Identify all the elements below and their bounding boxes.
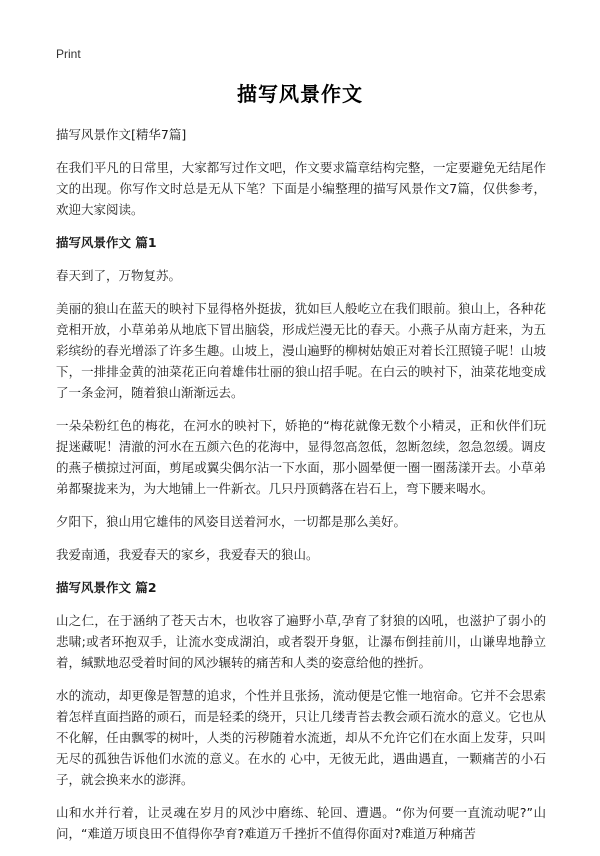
paragraph: 山之仁，在于涵纳了苍天古木，也收容了遍野小草,孕育了豺狼的凶吼，也滋护了弱小的悲啸;或者环抱双手，让流水变成湖泊，或者裂开身躯，让瀑布倒挂前川，山谦卑地静立着，缄默地忍受着时间的风沙辗转的痛苦和人类的姿意给他的挫折。 (56, 613, 546, 670)
paragraph: 水的流动，却更像是智慧的追求，个性并且张扬，流动便是它惟一地宿命。它并不会思索着怎样直面挡路的顽石，而是轻柔的绕开，只让几缕青苔去教会顽石流水的意义。它也从不化解，任由飘零的树叶，人类的污秽随着水流逝，却从不允许它们在水面上发芽，只叫无尽的孤独告诉他们水流的意义。在水的 心中，无彼无此，遇曲遇直，一颗痛苦的小石子，就会换来水的澎湃。 (56, 688, 546, 787)
paragraph: 春天到了，万物复苏。 (56, 268, 182, 283)
document-content (56, 124, 546, 856)
section-2 (56, 577, 546, 844)
paragraph: 美丽的狼山在蓝天的映衬下显得格外挺拔，犹如巨人般屹立在我们眼前。狼山上，各种花竞相开放，小草弟弟从地底下冒出脑袋，形成烂漫无比的春天。小燕子从南方赶来，为五彩缤纷的春光增添了许多生趣。山坡上，漫山遍野的柳树姑娘正对着长江照镜子呢！山坡下，一排排金黄的油菜花正向着雄伟壮丽的狼山招手呢。在白云的映衬下，油菜花地变成了一条金河，随着狼山渐渐远去。 (56, 301, 546, 400)
print-link[interactable]: Print (56, 47, 81, 61)
intro-paragraph: 在我们平凡的日常里，大家都写过作文吧，作文要求篇章结构完整，一定要避免无结尾作文的出现。你写作文时总是无从下笔？下面是小编整理的描写风景作文7篇，仅供参考，欢迎大家阅读。 (56, 160, 546, 217)
section-heading: 描写风景作文 篇1 (56, 235, 157, 250)
document-title: 描写风景作文 (237, 82, 363, 106)
paragraph: 山和水并行着，让灵魂在岁月的风沙中磨练、轮回、遭遇。“你为何要一直流动呢?”山问，“难道万顷良田不值得你孕育?难道万千挫折不值得你面对?难道万种痛苦 (56, 805, 546, 841)
section-heading: 描写风景作文 篇2 (56, 580, 157, 595)
paragraph: 一朵朵粉红色的梅花，在河水的映衬下，娇艳的“梅花就像无数个小精灵，正和伙伴们玩捉迷藏呢！清澈的河水在五颜六色的花海中，显得忽高忽低，忽断忽续，忽急忽缓。调皮的燕子横掠过河面，剪尾或翼尖偶尔沾一下水面，那小圆晕便一圈一圈荡漾开去。小草弟弟都聚拢来为，为大地铺上一件新衣。几只丹顶鹤落在岩石上，弯下腰来喝水。 (56, 418, 546, 496)
paragraph: 夕阳下，狼山用它雄伟的风姿目送着河水，一切都是那么美好。 (56, 514, 407, 529)
section-1 (56, 232, 546, 565)
document-subtitle: 描写风景作文[精华7篇] (56, 127, 187, 142)
paragraph: 我爱南通，我爱春天的家乡，我爱春天的狼山。 (56, 547, 319, 562)
